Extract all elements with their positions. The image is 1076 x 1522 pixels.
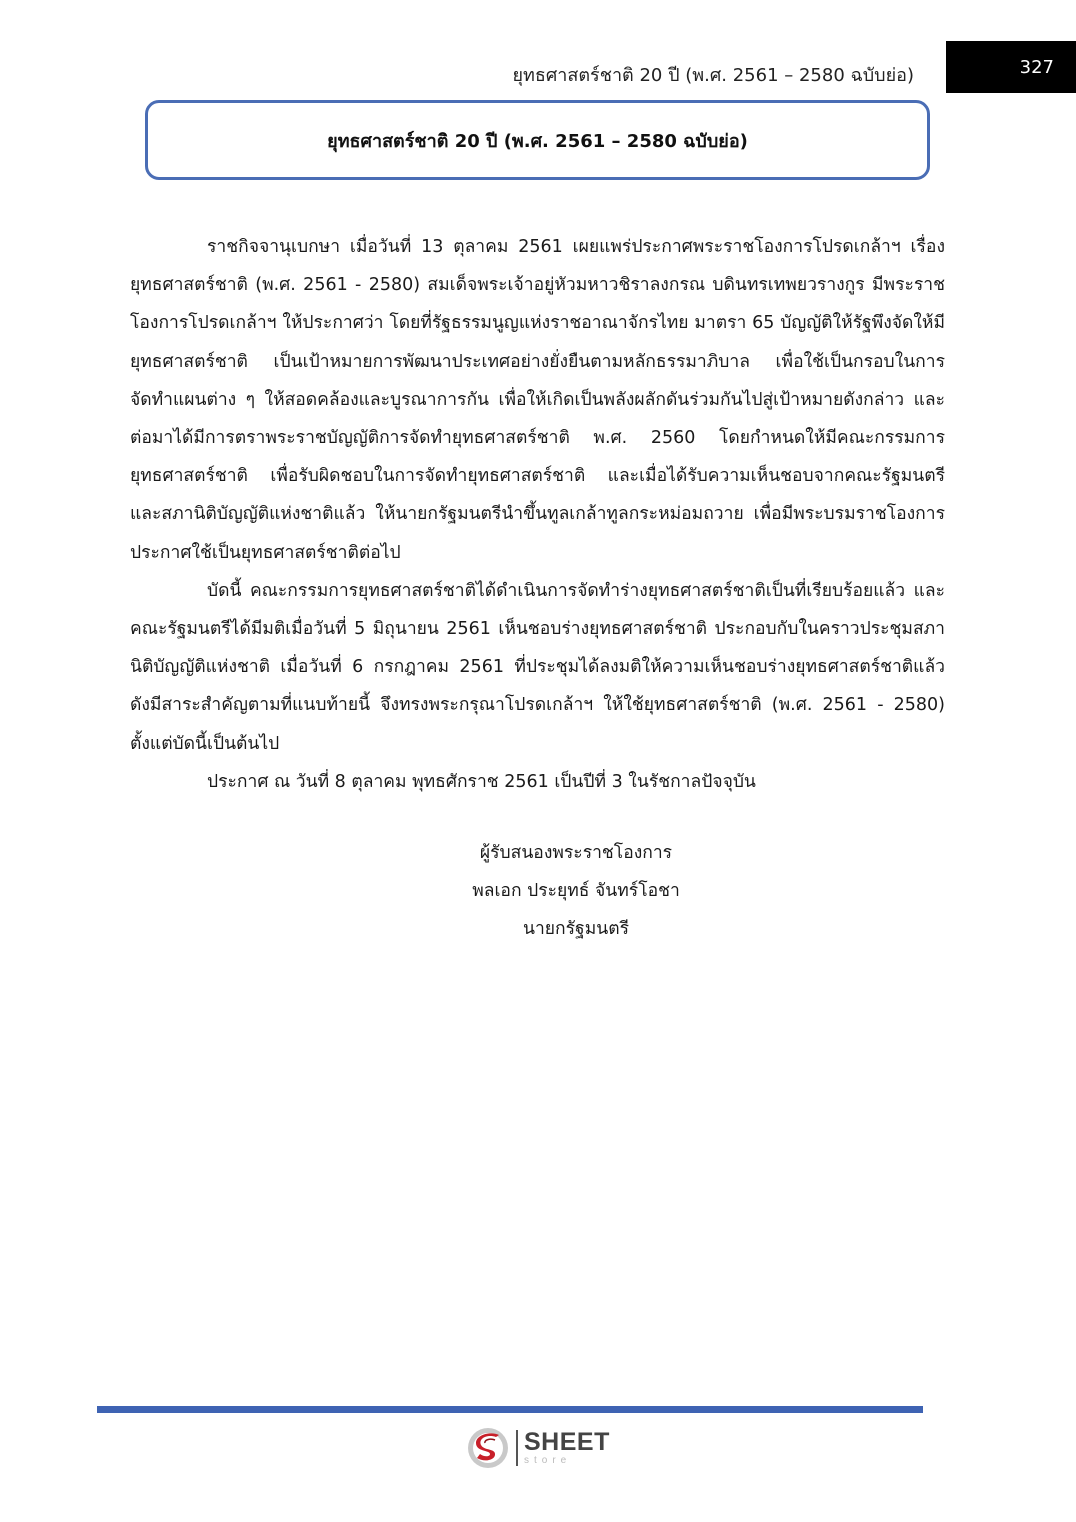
sheet-store-logo [466, 1426, 610, 1470]
section-title-box [145, 100, 930, 180]
paragraph-line: ประกาศใช้เป็นยุทธศาสตร์ชาติต่อไป [130, 542, 401, 563]
logo-text [524, 1430, 610, 1466]
paragraph-line: ประกาศ ณ วันที่ 8 ตุลาคม พุทธศักราช 2561 เป็นปีที่ 3 ในรัชกาลปัจจุบัน [207, 771, 756, 792]
paragraph-line: ยุทธศาสตร์ชาติ เพื่อรับผิดชอบในการจัดทำยุทธศาสตร์ชาติ และเมื่อได้รับความเห็นชอบจากคณะรัฐมนตรี [130, 466, 945, 487]
running-header-title: ยุทธศาสตร์ชาติ 20 ปี (พ.ศ. 2561 – 2580 ฉบับย่อ) [512, 65, 914, 86]
logo-divider [516, 1430, 518, 1466]
section-title: ยุทธศาสตร์ชาติ 20 ปี (พ.ศ. 2561 – 2580 ฉบับย่อ) [327, 130, 748, 152]
signature-position: นายกรัฐมนตรี [523, 919, 629, 939]
paragraph-line: ราชกิจจานุเบกษา เมื่อวันที่ 13 ตุลาคม 2561 เผยแพร่ประกาศพระราชโองการโปรดเกล้าฯ เรื่อง [207, 237, 945, 257]
paragraph-line: ดังมีสาระสำคัญตามที่แนบท้ายนี้ จึงทรงพระกรุณาโปรดเกล้าฯ ให้ใช้ยุทธศาสตร์ชาติ (พ.ศ. 2561 - 2580) [130, 695, 945, 716]
paragraph-line: ตั้งแต่บัดนี้เป็นต้นไป [130, 733, 280, 754]
paragraph-line: คณะรัฐมนตรีได้มีมติเมื่อวันที่ 5 มิถุนายน 2561 เห็นชอบร่างยุทธศาสตร์ชาติ ประกอบกับในคราวประชุมสภา [130, 619, 945, 640]
sheet-store-logo-icon [466, 1426, 510, 1470]
signature-countersign: ผู้รับสนองพระราชโองการ [479, 843, 673, 863]
signature-name: พลเอก ประยุทธ์ จันทร์โอชา [472, 881, 680, 901]
paragraph-line: และสภานิติบัญญัติแห่งชาติแล้ว ให้นายกรัฐมนตรีนำขึ้นทูลเกล้าทูลกระหม่อมถวาย เพื่อมีพระบรมราชโองการ [130, 504, 945, 525]
page-number-tab [946, 41, 1076, 93]
footer-divider-bar [97, 1406, 923, 1413]
paragraph-line: ยุทธศาสตร์ชาติ (พ.ศ. 2561 - 2580) สมเด็จพระเจ้าอยู่หัวมหาวชิราลงกรณ บดินทรเทพยวรางกูร มีพระราช [130, 275, 945, 296]
paragraph-line: บัดนี้ คณะกรรมการยุทธศาสตร์ชาติได้ดำเนินการจัดทำร่างยุทธศาสตร์ชาติเป็นที่เรียบร้อยแล้ว และ [207, 580, 945, 601]
signature-block [376, 834, 776, 948]
logo-word: SHEET [524, 1428, 610, 1456]
logo-subword: store [524, 1455, 572, 1466]
paragraph-line: นิติบัญญัติแห่งชาติ เมื่อวันที่ 6 กรกฎาคม 2561 ที่ประชุมได้ลงมติให้ความเห็นชอบร่างยุทธศาสตร์ชาติแล้ว [130, 657, 945, 678]
announcement-body [130, 228, 945, 801]
paragraph-line: ต่อมาได้มีการตราพระราชบัญญัติการจัดทำยุทธศาสตร์ชาติ พ.ศ. 2560 โดยกำหนดให้มีคณะกรรมการ [130, 428, 945, 449]
paragraph-line: โองการโปรดเกล้าฯ ให้ประกาศว่า โดยที่รัฐธรรมนูญแห่งราชอาณาจักรไทย มาตรา 65 บัญญัติให้รัฐพึงจัดให้มี [130, 313, 945, 334]
paragraph-line: ยุทธศาสตร์ชาติ เป็นเป้าหมายการพัฒนาประเทศอย่างยั่งยืนตามหลักธรรมาภิบาล เพื่อใช้เป็นกรอบในการ [130, 351, 945, 372]
paragraph-line: จัดทำแผนต่าง ๆ ให้สอดคล้องและบูรณาการกัน เพื่อให้เกิดเป็นพลังผลักดันร่วมกันไปสู่เป้าหมายดังกล่าว และ [130, 389, 945, 410]
page-number: 327 [1019, 56, 1054, 78]
